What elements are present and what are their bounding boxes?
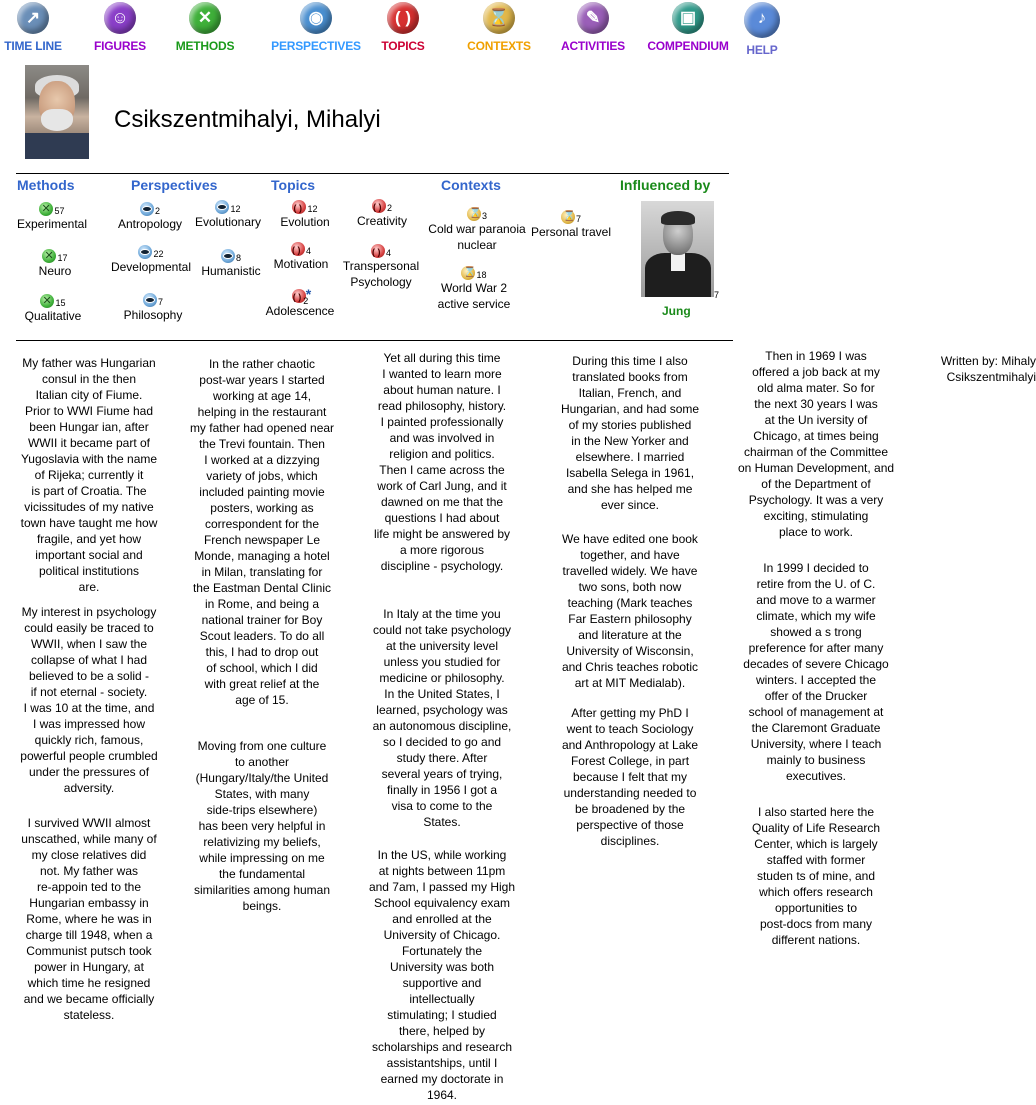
perspective-philosophy[interactable] <box>118 291 188 323</box>
topic-label[interactable]: Motivation <box>273 257 329 271</box>
help-icon[interactable]: ♪ <box>744 2 780 38</box>
nav-label[interactable]: TIME LINE <box>4 39 62 53</box>
topic-label[interactable]: Adolescence <box>265 304 335 318</box>
perspective-label[interactable]: Antropology <box>117 217 183 231</box>
perspective-label[interactable]: Humanistic <box>201 264 261 278</box>
topics-icon <box>372 199 386 213</box>
bio-paragraph: My father was Hungarian consul in the then Italian city of Fiume. Prior to WWI Fiume had been Hungar ian, after WWII it became part of Yugoslavia with the name of Rijeka; currently it is part of Croatia. The vicissitudes of my native town have taught me how fragile, and yet how important social and political institutions are. <box>20 356 158 594</box>
perspective-label[interactable]: Philosophy <box>123 308 183 322</box>
context-label[interactable]: World War 2 active service <box>437 281 511 311</box>
timeline-icon[interactable]: ↗ <box>17 2 49 34</box>
count: 4 <box>385 248 391 258</box>
influenced-by-heading: Influenced by <box>620 177 711 193</box>
bio-paragraph: In the US, while working at nights between 11pm and 7am, I passed my High School equivalency exam and enrolled at the University of Chicago. Fortunately the University was both supportive and intellectually stimulating; I studied there, helped by scholarships and research assistantships, until I earned my doctorate in 1964. <box>368 848 516 1102</box>
contexts-icon <box>461 266 475 280</box>
nav-perspectives[interactable] <box>270 0 362 53</box>
nav-label[interactable]: TOPICS <box>381 39 425 53</box>
bio-paragraph: In Italy at the time you could not take psychology at the university level unless you studied for medicine or philosophy. In the United States, I learned, psychology was an autonomous discipline, so I decided to go and study there. After several years of trying, finally in 1956 I got a visa to come to the States. <box>372 607 512 829</box>
topic-label[interactable]: Evolution <box>280 215 330 229</box>
figures-icon[interactable]: ☺ <box>104 2 136 34</box>
method-label[interactable]: Neuro <box>38 264 72 278</box>
perspective-antropology[interactable] <box>112 200 188 232</box>
perspectives-icon[interactable]: ◉ <box>300 2 332 34</box>
perspectives-icon <box>140 202 154 216</box>
methods-icon <box>42 249 56 263</box>
perspectives-icon <box>143 293 157 307</box>
context-label[interactable]: Personal travel <box>530 225 612 239</box>
nav-label[interactable]: PERSPECTIVES <box>271 39 361 53</box>
perspective-humanistic[interactable] <box>196 247 266 279</box>
nav-label[interactable]: COMPENDIUM <box>647 39 729 53</box>
nav-label[interactable]: CONTEXTS <box>467 39 531 53</box>
methods-icon[interactable]: ✕ <box>189 2 221 34</box>
activities-icon[interactable]: ✎ <box>577 2 609 34</box>
count: 7 <box>157 297 163 307</box>
topic-label[interactable]: Transpersonal Psychology <box>342 259 420 289</box>
divider <box>16 340 733 341</box>
count: 2 <box>386 203 392 213</box>
topics-icon <box>292 200 306 214</box>
nav-label[interactable]: HELP <box>746 43 778 57</box>
bio-paragraph: In 1999 I decided to retire from the U. of C. and move to a warmer climate, which my wife showed a s trong preference for after many decades of severe Chicago winters. I accepted the offer of the Drucker school of management at the Claremont Graduate University, where I teach mainly to business executives. <box>743 561 889 783</box>
contexts-icon <box>561 210 575 224</box>
nav-contexts[interactable] <box>466 0 532 53</box>
count: 57 <box>54 206 65 216</box>
nav-label[interactable]: ACTIVITIES <box>560 39 625 53</box>
topic-motivation[interactable] <box>268 240 334 272</box>
method-qualitative[interactable] <box>20 292 86 324</box>
bio-paragraph: Moving from one culture to another (Hungary/Italy/the United States, with many side-trips elsewhere) has been very helpful in relativizing my beliefs, while impressing on me the fundamental similarities among human beings. <box>193 739 331 913</box>
perspective-label[interactable]: Evolutionary <box>194 215 262 229</box>
bio-paragraph: I survived WWII almost unscathed, while many of my close relatives did not. My father was re-appoin ted to the Hungarian embassy in Rome, where he was in charge till 1948, when a Communist putsch took power in Hungary, at which time he resigned and we became officially stateless. <box>21 816 157 1022</box>
count: 8 <box>235 253 241 263</box>
nav-figures[interactable] <box>92 0 148 53</box>
bio-paragraph: Then in 1969 I was offered a job back at my old alma mater. So for the next 30 years I was at the Un iversity of Chicago, at times being chairman of the Committee on Human Development, and of the Department of Psychology. It was a very exciting, stimulating place to work. <box>737 349 895 539</box>
perspective-evolutionary[interactable] <box>190 198 266 230</box>
count: 2 <box>303 296 309 306</box>
count: 15 <box>55 298 66 308</box>
count: 17 <box>57 253 68 263</box>
jung-portrait[interactable] <box>641 201 714 297</box>
influence-link-jung[interactable]: Jung <box>662 304 691 318</box>
topics-icon[interactable]: ( ) <box>387 2 419 34</box>
count: 18 <box>476 270 487 280</box>
perspective-label[interactable]: Developmental <box>110 260 192 274</box>
perspectives-icon <box>138 245 152 259</box>
contexts-heading: Contexts <box>441 177 501 193</box>
count: 12 <box>307 204 318 214</box>
count: 2 <box>154 206 160 216</box>
context-label[interactable]: Cold war paranoia nuclear <box>428 222 526 252</box>
divider <box>16 173 729 174</box>
context-world-war-2[interactable] <box>432 264 516 312</box>
bio-paragraph: We have edited one book together, and have travelled widely. We have two sons, both now teaching (Mark teaches Far Eastern philosophy and literature at the University of Wisconsin, and Chris teaches robotic art at MIT Medialab). <box>561 532 699 690</box>
bio-paragraph: During this time I also translated books from Italian, French, and Hungarian, and had some of my stories published in the New Yorker and elsewhere. I married Isabella Selega in 1961, and she has helped me ever since. <box>560 354 700 512</box>
bio-paragraph: In the rather chaotic post-war years I started working at age 14, helping in the restaurant my father had opened near the Trevi fountain. Then I worked at a dizzying variety of jobs, which included painting movie posters, working as correspondent for the French newspaper Le Monde, managing a hotel in Milan, translating for the Eastman Dental Clinic in Rome, and being a national trainer for Boy Scout leaders. To do all this, I had to drop out of school, which I did with great relief at the age of 15. <box>189 357 335 707</box>
topic-transpersonal-psychology[interactable] <box>334 242 428 290</box>
method-label[interactable]: Qualitative <box>24 309 82 323</box>
topics-heading: Topics <box>271 177 316 193</box>
methods-heading: Methods <box>17 177 75 193</box>
method-neuro[interactable] <box>30 247 80 279</box>
methods-icon <box>40 294 54 308</box>
context-cold-war[interactable] <box>426 205 528 253</box>
influence-count: 7 <box>714 290 720 300</box>
nav-label[interactable]: METHODS <box>175 39 235 53</box>
compendium-icon[interactable]: ▣ <box>672 2 704 34</box>
count: 22 <box>153 249 164 259</box>
count: 3 <box>481 211 487 221</box>
nav-help[interactable] <box>742 0 782 57</box>
contexts-icon[interactable]: ⌛ <box>483 2 515 34</box>
bio-paragraph: After getting my PhD I went to teach Sociology and Anthropology at Lake Forest College, in part because I felt that my understanding needed to be broadened by the perspective of those disciplines. <box>561 706 699 848</box>
context-personal-travel[interactable] <box>528 208 614 240</box>
topic-creativity[interactable] <box>350 197 414 229</box>
bio-paragraph: Yet all during this time I wanted to learn more about human nature. I read philosophy, history. I painted professionally and was involved in religion and politics. Then I came across the work of Carl Jung, and it dawned on me that the questions I had about life might be answered by a more rigorous discipline - psychology. <box>373 351 511 573</box>
perspectives-heading: Perspectives <box>131 177 218 193</box>
bio-paragraph: My interest in psychology could easily be traced to WWII, when I saw the collapse of what I had believed to be a solid - if not eternal - society. I was 10 at the time, and I was impressed how quickly rich, famous, powerful people crumbled under the pressures of adversity. <box>20 605 158 795</box>
topics-icon <box>371 244 385 258</box>
new-marker: * <box>305 286 312 302</box>
topic-label[interactable]: Creativity <box>356 214 407 228</box>
perspectives-icon <box>215 200 229 214</box>
nav-topics[interactable] <box>378 0 428 53</box>
methods-icon <box>39 202 53 216</box>
method-label[interactable]: Experimental <box>16 217 88 231</box>
nav-timeline[interactable] <box>4 0 62 53</box>
count: 4 <box>305 246 311 256</box>
author-portrait <box>25 65 89 159</box>
perspective-developmental[interactable] <box>106 243 196 275</box>
contexts-icon <box>467 207 481 221</box>
topics-icon <box>291 242 305 256</box>
topic-evolution[interactable] <box>272 198 338 230</box>
method-experimental[interactable] <box>14 200 90 232</box>
count: 7 <box>575 214 581 224</box>
nav-compendium[interactable] <box>646 0 730 53</box>
count: 12 <box>230 204 241 214</box>
author-credit: Written by: Mihaly Csikszentmihalyi <box>940 354 1036 384</box>
page-title: Csikszentmihalyi, Mihalyi <box>114 106 381 133</box>
nav-label[interactable]: FIGURES <box>94 39 146 53</box>
nav-methods[interactable] <box>174 0 236 53</box>
perspectives-icon <box>221 249 235 263</box>
nav-activities[interactable] <box>560 0 626 53</box>
bio-paragraph: I also started here the Quality of Life Research Center, which is largely staffed with former studen ts of mine, and which offers research opportunities to post-docs from many different nations. <box>751 805 881 947</box>
topic-adolescence[interactable] <box>260 286 340 319</box>
